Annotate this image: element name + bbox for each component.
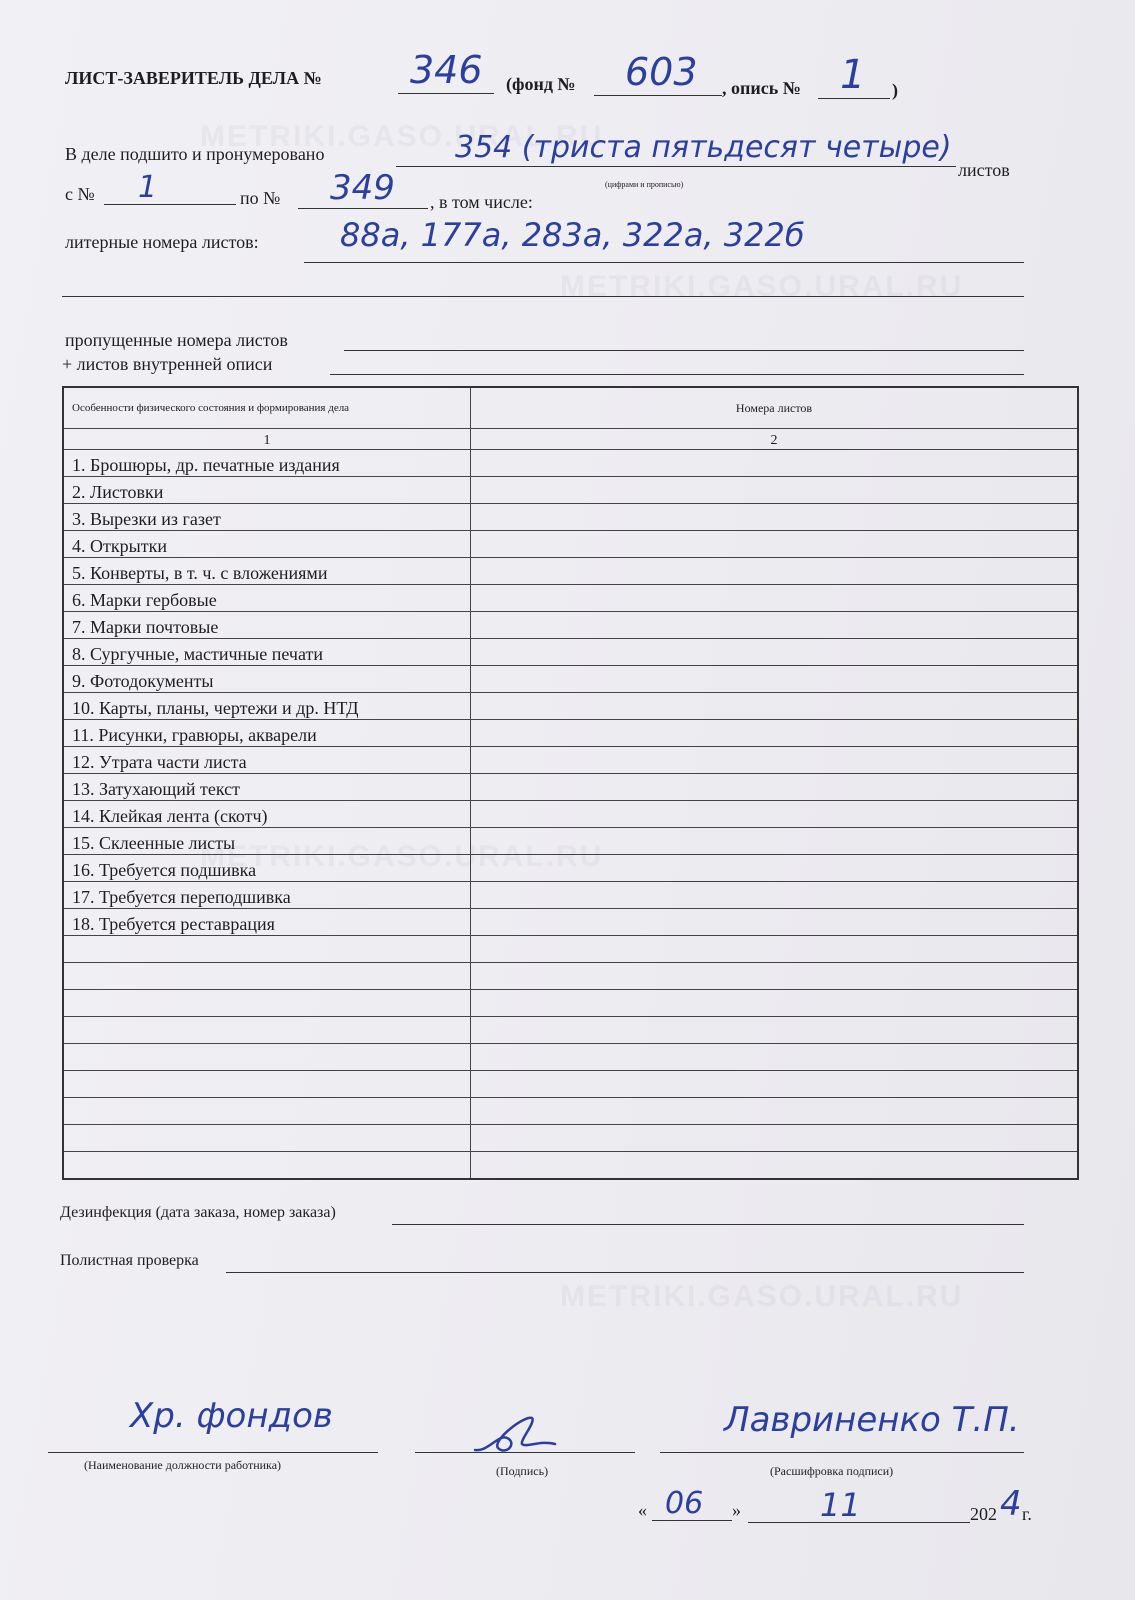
row-label — [63, 1071, 471, 1098]
row-sheet-numbers — [471, 882, 1079, 909]
row-label — [63, 1152, 471, 1180]
row-label — [63, 1125, 471, 1152]
table-row — [63, 1152, 1078, 1180]
sheets-unit: листов — [958, 160, 1010, 180]
table-row — [63, 990, 1078, 1017]
watermark: METRIKI.GASO.URAL.RU — [560, 270, 964, 303]
letter-numbers: 88а, 177а, 283а, 322а, 322б — [340, 216, 805, 254]
row-sheet-numbers — [471, 1152, 1079, 1180]
fond-number: 603 — [625, 50, 698, 94]
table-row — [63, 558, 1078, 585]
to-number: 349 — [330, 168, 395, 208]
row-label — [63, 1098, 471, 1125]
table-row — [63, 531, 1078, 558]
row-label: 14. Клейкая лента (скотч) — [63, 801, 471, 828]
col1-number: 1 — [63, 429, 471, 450]
table-row — [63, 1044, 1078, 1071]
date-mid: » — [732, 1500, 741, 1520]
col2-header: Номера листов — [471, 387, 1079, 429]
condition-table — [62, 386, 1079, 1180]
row-sheet-numbers — [471, 585, 1079, 612]
watermark: METRIKI.GASO.URAL.RU — [200, 840, 604, 873]
row-sheet-numbers — [471, 477, 1079, 504]
table-row — [63, 666, 1078, 693]
col1-header: Особенности физического состояния и формирования дела — [63, 387, 471, 429]
check-label: Полистная проверка — [60, 1252, 199, 1269]
row-sheet-numbers — [471, 1044, 1079, 1071]
sheets-count: 354 (триста пятьдесят четыре) — [455, 130, 952, 165]
from-number: 1 — [138, 170, 158, 205]
sheets-label: В деле подшито и пронумеровано — [65, 144, 325, 164]
table-row — [63, 882, 1078, 909]
row-label — [63, 963, 471, 990]
row-sheet-numbers — [471, 747, 1079, 774]
row-sheet-numbers — [471, 720, 1079, 747]
row-sheet-numbers — [471, 963, 1079, 990]
opis-number: 1 — [840, 52, 866, 98]
row-sheet-numbers — [471, 1098, 1079, 1125]
table-row — [63, 585, 1078, 612]
table-row — [63, 909, 1078, 936]
row-label: 10. Карты, планы, чертежи и др. НТД — [63, 693, 471, 720]
row-sheet-numbers — [471, 855, 1079, 882]
row-label: 4. Открытки — [63, 531, 471, 558]
row-sheet-numbers — [471, 639, 1079, 666]
table-row — [63, 801, 1078, 828]
close-paren: ) — [892, 80, 898, 100]
date-month: 11 — [820, 1486, 861, 1524]
name-value: Лавриненко Т.П. — [724, 1400, 1020, 1440]
table-row — [63, 828, 1078, 855]
row-label: 8. Сургучные, мастичные печати — [63, 639, 471, 666]
row-sheet-numbers — [471, 693, 1079, 720]
row-label: 16. Требуется подшивка — [63, 855, 471, 882]
table-row — [63, 747, 1078, 774]
position-value: Хр. фондов — [130, 1396, 333, 1436]
disinfection-label: Дезинфекция (дата заказа, номер заказа) — [60, 1204, 336, 1221]
row-label: 17. Требуется переподшивка — [63, 882, 471, 909]
table-row — [63, 720, 1078, 747]
table-row — [63, 1098, 1078, 1125]
table-row — [63, 774, 1078, 801]
table-row — [63, 1017, 1078, 1044]
row-sheet-numbers — [471, 936, 1079, 963]
case-number: 346 — [410, 48, 483, 92]
row-sheet-numbers — [471, 558, 1079, 585]
row-label: 11. Рисунки, гравюры, акварели — [63, 720, 471, 747]
letter-numbers-label: литерные номера листов: — [65, 232, 259, 252]
row-sheet-numbers — [471, 612, 1079, 639]
watermark: METRIKI.GASO.URAL.RU — [200, 120, 604, 153]
signature-mark — [470, 1410, 560, 1460]
table-row — [63, 450, 1078, 477]
date-open: « — [638, 1500, 647, 1520]
row-label — [63, 936, 471, 963]
row-label: 1. Брошюры, др. печатные издания — [63, 450, 471, 477]
row-label: 12. Утрата части листа — [63, 747, 471, 774]
row-label — [63, 1017, 471, 1044]
row-label: 18. Требуется реставрация — [63, 909, 471, 936]
row-sheet-numbers — [471, 531, 1079, 558]
inner-inventory-label: + листов внутренней описи — [62, 354, 273, 374]
sheets-count-hint: (цифрами и прописью) — [605, 180, 684, 189]
year-suffix: г. — [1022, 1504, 1032, 1524]
row-sheet-numbers — [471, 450, 1079, 477]
row-sheet-numbers — [471, 828, 1079, 855]
date-day: 06 — [665, 1486, 704, 1521]
table-row — [63, 504, 1078, 531]
row-label: 13. Затухающий текст — [63, 774, 471, 801]
row-label: 7. Марки почтовые — [63, 612, 471, 639]
fond-label: (фонд № — [506, 74, 576, 94]
missing-label: пропущенные номера листов — [65, 330, 288, 350]
row-sheet-numbers — [471, 1017, 1079, 1044]
name-caption: (Расшифровка подписи) — [770, 1464, 894, 1478]
year-prefix: 202 — [970, 1504, 997, 1524]
row-sheet-numbers — [471, 1071, 1079, 1098]
row-label: 15. Склеенные листы — [63, 828, 471, 855]
row-sheet-numbers — [471, 909, 1079, 936]
row-sheet-numbers — [471, 666, 1079, 693]
table-row — [63, 477, 1078, 504]
row-sheet-numbers — [471, 801, 1079, 828]
row-sheet-numbers — [471, 1125, 1079, 1152]
table-row — [63, 936, 1078, 963]
position-caption: (Наименование должности работника) — [84, 1458, 282, 1472]
table-row — [63, 693, 1078, 720]
to-label: по № — [240, 188, 281, 208]
signature-caption: (Подпись) — [496, 1464, 549, 1478]
col2-number: 2 — [471, 429, 1079, 450]
row-label: 6. Марки гербовые — [63, 585, 471, 612]
row-label: 5. Конверты, в т. ч. с вложениями — [63, 558, 471, 585]
opis-label: , опись № — [722, 78, 801, 98]
row-label — [63, 1044, 471, 1071]
table-row — [63, 963, 1078, 990]
doc-title: ЛИСТ-ЗАВЕРИТЕЛЬ ДЕЛА № — [65, 68, 322, 88]
including-label: , в том числе: — [430, 192, 533, 212]
row-sheet-numbers — [471, 504, 1079, 531]
row-label: 2. Листовки — [63, 477, 471, 504]
row-sheet-numbers — [471, 990, 1079, 1017]
watermark: METRIKI.GASO.URAL.RU — [560, 1280, 964, 1313]
row-label — [63, 990, 471, 1017]
row-label: 9. Фотодокументы — [63, 666, 471, 693]
row-sheet-numbers — [471, 774, 1079, 801]
table-row — [63, 639, 1078, 666]
table-row — [63, 855, 1078, 882]
table-row — [63, 1125, 1078, 1152]
table-row — [63, 1071, 1078, 1098]
from-label: с № — [65, 184, 95, 204]
table-row — [63, 612, 1078, 639]
row-label: 3. Вырезки из газет — [63, 504, 471, 531]
year-digit: 4 — [1000, 1484, 1022, 1524]
